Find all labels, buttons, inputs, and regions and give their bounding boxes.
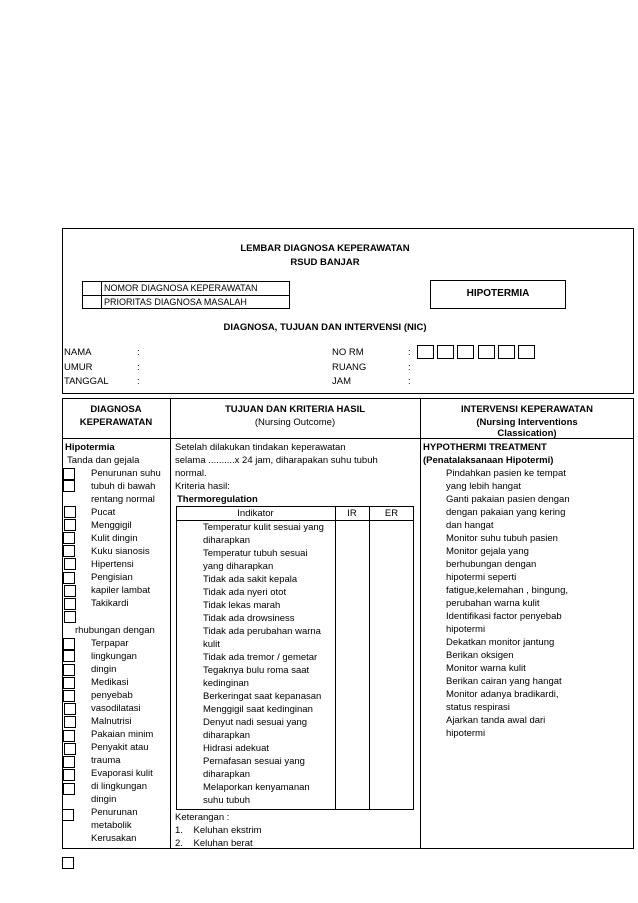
col-tujuan-header-2: (Nursing Outcome) <box>254 417 336 428</box>
list-item: Penurunan suhu <box>91 468 161 479</box>
list-item: tubuh di bawah <box>91 481 156 492</box>
list-item: Monitor gejala yang <box>446 546 529 557</box>
list-item: hipotermi <box>446 624 486 635</box>
form-title: LEMBAR DIAGNOSA KEPERAWATAN <box>240 243 410 254</box>
list-item: Evaporasi kulit <box>91 768 153 779</box>
list-item: Kuku sianosis <box>91 546 150 557</box>
list-item: Pindahkan pasien ke tempat <box>446 468 566 479</box>
checkbox[interactable] <box>63 769 75 781</box>
list-item: dingin <box>91 664 117 675</box>
nomor-diagnosa-label: NOMOR DIAGNOSA KEPERAWATAN <box>104 283 258 293</box>
list-item: Pakaian minim <box>91 729 154 740</box>
list-item: dengan pakaian yang kering <box>446 507 566 518</box>
list-item: lingkungan <box>91 651 137 662</box>
checkbox[interactable] <box>63 783 75 795</box>
keterangan-label: Keterangan : <box>175 812 230 823</box>
checkbox[interactable] <box>63 650 75 662</box>
tujuan-intro-3: normal. <box>175 468 207 479</box>
checkbox[interactable] <box>63 638 75 650</box>
col-tujuan-header: TUJUAN DAN KRITERIA HASIL <box>224 404 366 415</box>
kriteria-hasil-label: Kriteria hasil: <box>175 481 230 492</box>
list-item: Pernafasan sesuai yang <box>203 756 305 767</box>
list-item: Menggigil saat kedinginan <box>203 704 313 715</box>
col-intervensi-header: INTERVENSI KEPERAWATAN <box>461 404 593 415</box>
checkbox[interactable] <box>63 730 75 742</box>
umur-label: UMUR <box>64 362 93 373</box>
list-item: berhubungan dengan <box>446 559 537 570</box>
diagnosa-subtitle: Tanda dan gejala <box>67 455 140 466</box>
list-item: Hidrasi adekuat <box>203 743 270 754</box>
ir-header: IR <box>347 508 357 519</box>
prioritas-diagnosa-label: PRIORITAS DIAGNOSA MASALAH <box>104 297 247 307</box>
list-item: fatigue,kelemahan , bingung, <box>446 585 569 596</box>
list-item: status respirasi <box>446 702 510 713</box>
no-rm-digit-box[interactable] <box>518 345 535 359</box>
checkbox[interactable] <box>63 572 75 584</box>
list-item: Pucat <box>91 507 116 518</box>
list-item: Pengisian <box>91 572 133 583</box>
checkbox[interactable] <box>63 677 75 689</box>
checkbox[interactable] <box>63 545 75 557</box>
list-item: Temperatur kulit sesuai yang <box>203 522 324 533</box>
list-item: Berkeringat saat kepanasan <box>203 691 322 702</box>
list-item: Takikardi <box>91 598 129 609</box>
thermoregulation-label: Thermoregulation <box>177 494 258 505</box>
checkbox[interactable] <box>63 468 75 480</box>
list-item: Tidak ada perubahan warna <box>203 626 321 637</box>
list-item: yang diharapkan <box>203 561 274 572</box>
list-item: Monitor suhu tubuh pasien <box>446 533 558 544</box>
intervensi-list <box>446 467 570 740</box>
list-item: diharapkan <box>203 769 251 780</box>
list-item: Kerusakan <box>91 833 137 844</box>
col-intervensi-header-2: (Nursing Interventions <box>476 417 578 428</box>
list-item: dan hangat <box>446 520 494 531</box>
list-item: dingin <box>91 794 117 805</box>
checkbox[interactable] <box>64 519 76 531</box>
tujuan-intro-2: selama ..........x 24 jam, diharapakan suhu tubuh <box>175 455 378 466</box>
tujuan-intro-1: Setelah dilakukan tindakan keperawatan <box>175 442 346 453</box>
list-item: Ajarkan tanda awal dari <box>446 715 546 726</box>
no-rm-digit-box[interactable] <box>478 345 495 359</box>
jam-colon: : <box>408 376 411 387</box>
er-header: ER <box>384 508 399 519</box>
ruang-colon: : <box>408 362 411 373</box>
list-item: Malnutrisi <box>91 716 132 727</box>
keterangan-item: 1. Keluhan ekstrim <box>175 825 262 836</box>
list-item: Tidak lekas marah <box>203 600 281 611</box>
list-item: di lingkungan <box>91 781 147 792</box>
list-item: Identifikasi factor penyebab <box>446 611 562 622</box>
list-item: Berikan cairan yang hangat <box>446 676 562 687</box>
list-item: Monitor adanya bradikardi, <box>446 689 559 700</box>
checkbox[interactable] <box>64 506 76 518</box>
list-item: Penurunan <box>91 807 138 818</box>
checkbox[interactable] <box>64 598 76 610</box>
list-item: kulit <box>203 639 220 650</box>
list-item: Kulit dingin <box>91 533 138 544</box>
indikator-list <box>203 521 324 807</box>
checkbox[interactable] <box>64 611 76 623</box>
section-title: DIAGNOSA, TUJUAN DAN INTERVENSI (NIC) <box>223 322 427 333</box>
list-item: hipotermi seperti <box>446 572 517 583</box>
list-item: Tidak ada sakit kepala <box>203 574 298 585</box>
list-item: perubahan warna kulit <box>446 598 540 609</box>
tanggal-colon: : <box>137 376 140 387</box>
list-item: trauma <box>91 755 121 766</box>
col-diagnosa-header-2: KEPERAWATAN <box>79 417 153 428</box>
list-item: diharapkan <box>203 535 251 546</box>
list-item: rentang normal <box>91 494 155 505</box>
jam-label: JAM <box>332 376 351 387</box>
checkbox[interactable] <box>63 690 75 702</box>
no-rm-digit-box[interactable] <box>437 345 454 359</box>
col-diagnosa-header: DIAGNOSA <box>90 404 142 415</box>
list-item: hipotermi <box>446 728 486 739</box>
list-item: Dekatkan monitor jantung <box>446 637 555 648</box>
diagnosis-name: HIPOTERMIA <box>466 288 530 299</box>
list-item: Hipertensi <box>91 559 134 570</box>
checkbox[interactable] <box>63 532 75 544</box>
intervensi-title: HYPOTHERMI TREATMENT <box>423 442 547 453</box>
list-item: Monitor warna kulit <box>446 663 526 674</box>
checkbox[interactable] <box>64 585 76 597</box>
diagnosa-title: Hipotermia <box>65 442 115 453</box>
list-item: Tidak ada drowsiness <box>203 613 295 624</box>
checkbox[interactable] <box>64 558 76 570</box>
list-item: Denyut nadi sesuai yang <box>203 717 308 728</box>
checkbox[interactable] <box>63 664 75 676</box>
checkbox[interactable] <box>62 809 74 821</box>
checkbox[interactable] <box>64 703 76 715</box>
list-item: kedinginan <box>203 678 249 689</box>
list-item: kapiler lambat <box>91 585 151 596</box>
berhubungan-label: rhubungan dengan <box>75 625 155 636</box>
list-item: Penyakit atau <box>91 742 149 753</box>
list-item: Terpapar <box>91 638 129 649</box>
list-item: suhu tubuh <box>203 795 251 806</box>
list-item: Tegaknya bulu roma saat <box>203 665 310 676</box>
checkbox[interactable] <box>62 857 74 869</box>
intervensi-subtitle: (Penatalaksanaan Hipotermi) <box>423 455 554 466</box>
umur-colon: : <box>137 362 140 373</box>
nama-label: NAMA <box>64 347 92 358</box>
list-item: yang lebih hangat <box>446 481 522 492</box>
ruang-label: RUANG <box>332 362 367 373</box>
keterangan-item: 2. Keluhan berat <box>175 838 253 849</box>
indikator-header: Indikator <box>237 508 274 519</box>
berhubungan-list <box>91 637 153 845</box>
tanggal-label: TANGGAL <box>64 376 109 387</box>
list-item: Berikan oksigen <box>446 650 514 661</box>
no-rm-colon: : <box>408 347 411 358</box>
tanda-list <box>91 467 161 610</box>
no-rm-label: NO RM <box>332 347 364 358</box>
list-item: Medikasi <box>91 677 129 688</box>
no-rm-digit-box[interactable] <box>417 345 434 359</box>
no-rm-digit-box[interactable] <box>457 345 474 359</box>
nama-colon: : <box>137 347 140 358</box>
col-intervensi-header-3: Classication) <box>497 428 557 439</box>
list-item: Tidak ada nyeri otot <box>203 587 287 598</box>
checkbox[interactable] <box>63 756 75 768</box>
list-item: metabolik <box>91 820 132 831</box>
list-item: Ganti pakaian pasien dengan <box>446 494 570 505</box>
list-item: Tidak ada tremor / gemetar <box>203 652 318 663</box>
list-item: penyebab <box>91 690 133 701</box>
list-item: vasodilatasi <box>91 703 141 714</box>
hospital-name: RSUD BANJAR <box>290 257 360 268</box>
no-rm-digit-box[interactable] <box>498 345 515 359</box>
checkbox[interactable] <box>63 480 75 492</box>
checkbox[interactable] <box>64 743 76 755</box>
list-item: diharapkan <box>203 730 251 741</box>
list-item: Temperatur tubuh sesuai <box>203 548 308 559</box>
checkbox[interactable] <box>64 716 76 728</box>
list-item: Menggigil <box>91 520 132 531</box>
list-item: Melaporkan kenyamanan <box>203 782 310 793</box>
